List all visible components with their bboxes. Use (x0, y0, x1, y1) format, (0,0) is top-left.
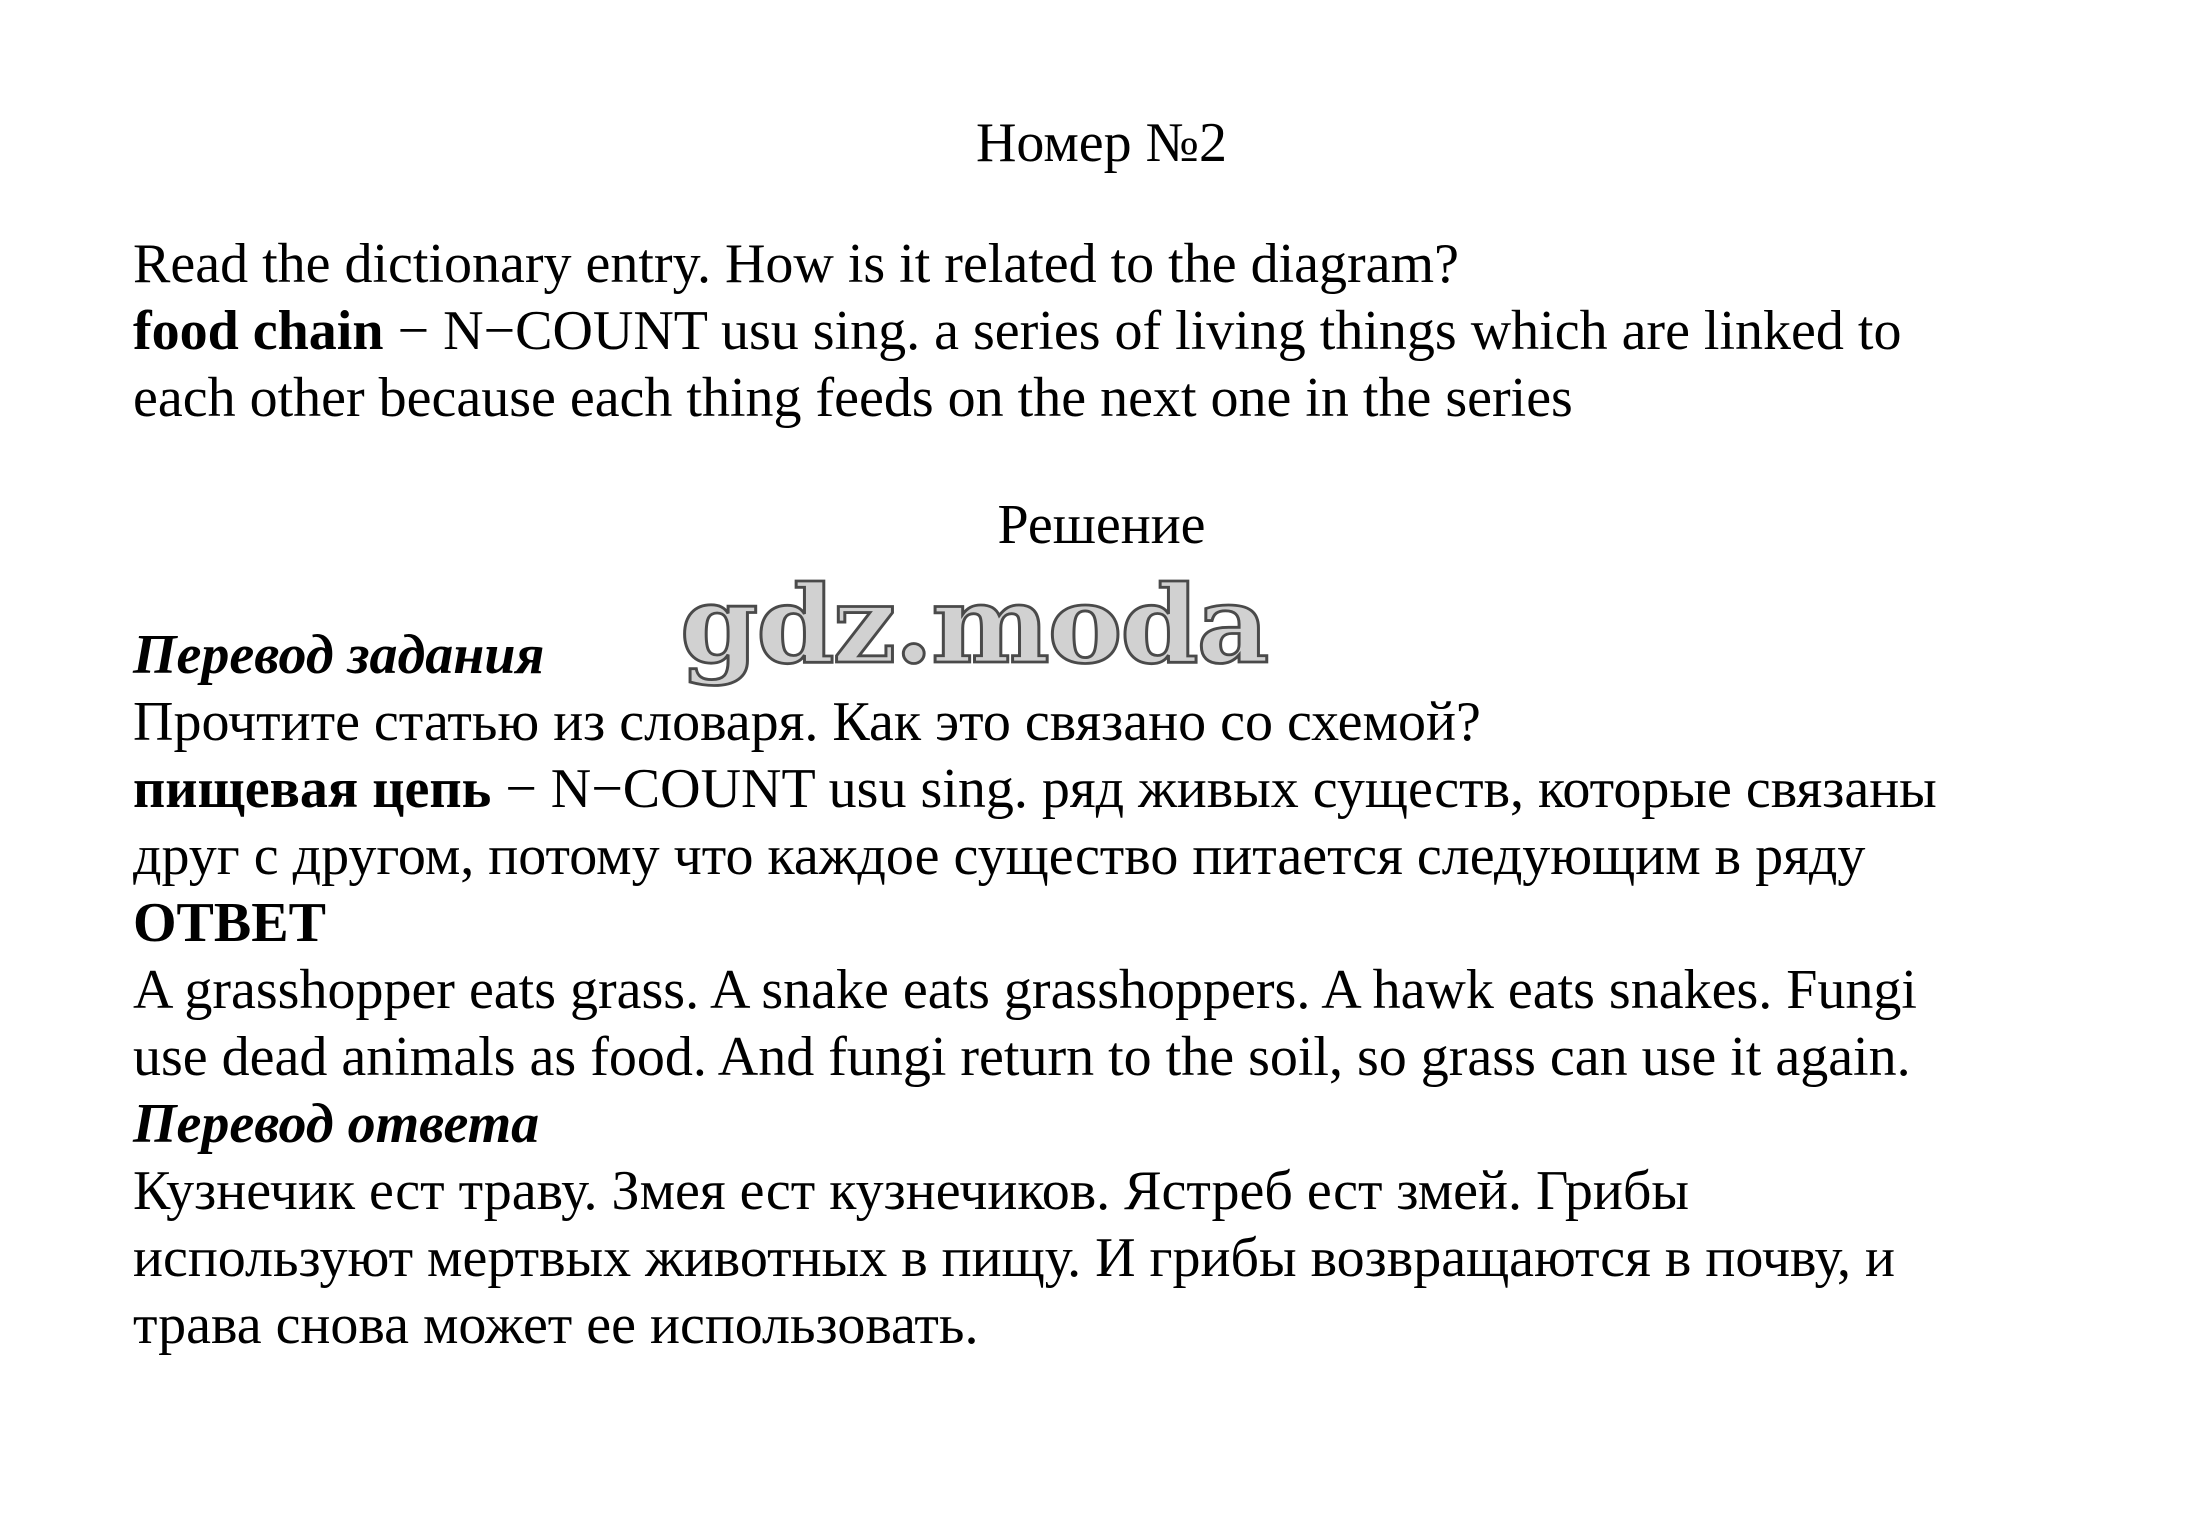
solution-heading: Решение (997, 494, 1206, 556)
answer-translation-line-2: используют мертвых животных в пищу. И грибы возвращаются в почву, и (133, 1227, 1895, 1289)
answer-translation-line-3: трава снова может ее использовать. (133, 1294, 979, 1356)
answer-heading: ОТВЕТ (133, 892, 326, 954)
dictionary-definition-2: each other because each thing feeds on the next one in the series (133, 367, 1573, 429)
watermark-logo: gdz.moda (680, 563, 1268, 688)
dictionary-term: food chain (133, 300, 384, 362)
answer-translation-line-1: Кузнечик ест траву. Змея ест кузнечиков. Ястреб ест змей. Грибы (133, 1160, 1689, 1222)
translated-term: пищевая цепь (133, 758, 492, 820)
answer-line-2: use dead animals as food. And fungi return to the soil, so grass can use it again. (133, 1026, 1911, 1088)
dictionary-definition-1: − N−COUNT usu sing. a series of living things which are linked to (383, 300, 1902, 362)
answer-line-1: A grasshopper eats grass. A snake eats grasshoppers. A hawk eats snakes. Fungi (133, 959, 1917, 1021)
answer-translation-heading: Перевод ответа (133, 1093, 540, 1155)
translated-definition-1: − N−COUNT usu sing. ряд живых существ, которые связаны (491, 758, 1937, 820)
task-translation-line: Прочтите статью из словаря. Как это связано со схемой? (133, 691, 1481, 753)
dictionary-entry-line-1 (133, 298, 1901, 364)
task-translation-heading: Перевод задания (133, 624, 545, 686)
page-title: Номер №2 (975, 112, 1228, 174)
task-instruction: Read the dictionary entry. How is it related to the diagram? (133, 233, 1459, 295)
translated-entry-line-1 (133, 756, 1937, 822)
translated-definition-2: друг с другом, потому что каждое существо питается следующим в ряду (133, 825, 1866, 887)
